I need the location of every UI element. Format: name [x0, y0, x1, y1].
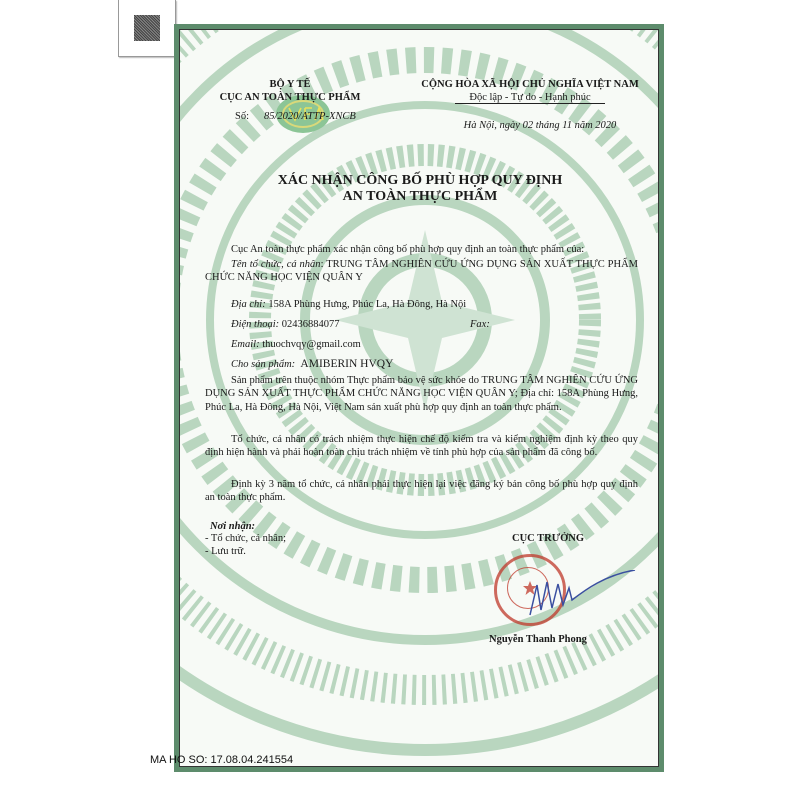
issue-date: Hà Nội, ngày 02 tháng 11 năm 2020 [463, 120, 617, 131]
organization-value: TRUNG TÂM NGHIÊN CỨU ỨNG DỤNG SẢN XUẤT THỰC PHẨM CHỨC NĂNG HỌC VIỆN QUÂN Y [205, 259, 639, 284]
document-number-label: Số: [235, 111, 250, 122]
country-name: CỘNG HÒA XÃ HỘI CHỦ NGHĨA VIỆT NAM [421, 79, 639, 90]
phone-field [231, 319, 340, 330]
signer-name: Nguyễn Thanh Phong [489, 634, 587, 645]
email-value: thuochvqy@gmail.com [262, 339, 361, 350]
national-motto: Độc lập - Tự do - Hạnh phúc [455, 92, 605, 104]
email-field [231, 339, 361, 350]
address-value: 158A Phùng Hưng, Phúc La, Hà Đông, Hà Nội [268, 299, 467, 310]
certificate-paper [179, 29, 659, 767]
document-title-line2: AN TOÀN THỰC PHẨM [342, 189, 498, 204]
organization-field: Tên tổ chức, cá nhân: TRUNG TÂM NGHIÊN CỨU ỨNG DỤNG SẢN XUẤT THỰC PHẨM CHỨC NĂNG HỌC VIỆN QUÂN Y [205, 259, 639, 284]
signature-scribble [525, 570, 645, 630]
file-code: MA HO SO: 17.08.04.241554 [150, 754, 294, 766]
paragraph-responsibility: Tổ chức, cá nhân có trách nhiệm thực hiện chế độ kiểm tra và kiểm nghiệm định kỳ theo quy định hiện hành và phải hoàn toàn chịu trách nhiệm về tính phù hợp của sản phẩm đã công bố. [205, 434, 638, 459]
document-number: 85/2020/ATTP-XNCB [264, 111, 356, 122]
qr-code [118, 0, 176, 57]
phone-label: Điện thoại: [231, 319, 280, 330]
address-field [231, 299, 466, 310]
recipients-label: Nơi nhận: [210, 521, 256, 532]
organization-label: Tên tổ chức, cá nhân [231, 259, 321, 270]
product-value: AMIBERIN HVQY [300, 358, 394, 370]
recipient-item: - Tổ chức, cá nhân; [205, 533, 287, 544]
fax-label: Fax: [470, 319, 490, 330]
certificate-frame [174, 24, 664, 772]
recipient-item: - Lưu trữ. [205, 546, 246, 557]
ministry-name: BỘ Y TẾ [269, 79, 311, 90]
document-title-line1: XÁC NHẬN CÔNG BỐ PHÙ HỢP QUY ĐỊNH [277, 173, 563, 188]
email-label: Email: [231, 339, 260, 350]
paragraph-renewal: Định kỳ 3 năm tổ chức, cá nhân phải thực hiện lại việc đăng ký bản công bố phù hợp quy định an toàn thực phẩm. [205, 479, 638, 504]
agency-name: CỤC AN TOÀN THỰC PHẨM [219, 92, 361, 103]
product-field [231, 358, 393, 370]
signer-title: CỤC TRƯỞNG [512, 533, 585, 544]
product-label: Cho sản phẩm: [231, 359, 296, 370]
intro-text: Cục An toàn thực phẩm xác nhận công bố phù hợp quy định an toàn thực phẩm của: [231, 244, 585, 255]
qr-code-pattern [134, 15, 160, 41]
phone-value: 02436884077 [281, 319, 340, 330]
paragraph-product-group: Sản phẩm trên thuộc nhóm Thực phẩm bảo vệ sức khỏe do TRUNG TÂM NGHIÊN CỨU ỨNG DỤNG SẢN XUẤT THỰC PHẨM CHỨC NĂNG HỌC VIỆN QUÂN Y; Địa chỉ: 158A Phùng Hưng, Phúc La, Hà Đông, Hà Nội, Việt Nam sản xuất phù hợp quy định an toàn thực phẩm. [205, 375, 638, 413]
address-label: Địa chỉ: [231, 299, 266, 310]
